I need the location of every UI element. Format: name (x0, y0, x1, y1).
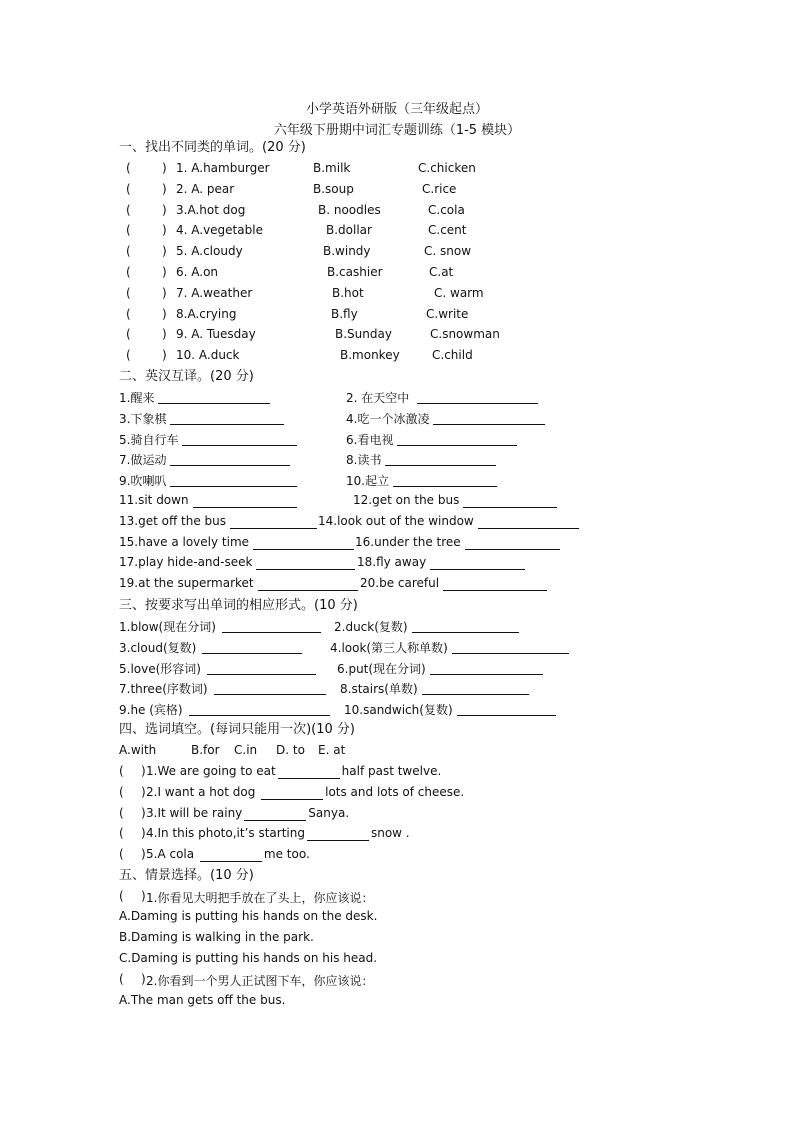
option-c: C. snow (424, 244, 472, 259)
page-title: 小学英语外研版（三年级起点） (305, 102, 488, 117)
translate-prompt-left: 17.play hide-and-seek (119, 555, 253, 570)
answer-paren-close: ) (141, 764, 146, 778)
option-c: C. warm (434, 285, 484, 300)
option-b: B.dollar (326, 223, 372, 238)
answer-blank-right[interactable] (478, 528, 579, 529)
answer-paren-open: ( (126, 181, 131, 196)
sentence-after-blank: half past twelve. (341, 764, 442, 778)
answer-paren-open: ( (126, 327, 131, 342)
answer-paren-open: ( (126, 348, 131, 363)
answer-paren-close: ) (141, 784, 146, 799)
answer-paren-open: ( (126, 161, 131, 175)
answer-blank-right[interactable] (397, 445, 517, 446)
answer-blank-left[interactable] (158, 403, 270, 404)
option-b: B.fly (331, 306, 358, 321)
fill-in-blank[interactable] (278, 778, 340, 779)
option-c: C.cent (428, 223, 467, 238)
sentence-before-blank: 3.It will be rainy (146, 805, 243, 820)
translate-prompt-left: 19.at the supermarket (119, 576, 254, 591)
answer-blank-right[interactable] (417, 403, 538, 404)
fill-in-blank[interactable] (307, 840, 369, 841)
word-form-prompt-right: 6.put(现在分词) (337, 661, 426, 676)
answer-blank-left[interactable] (193, 507, 297, 508)
answer-blank-left[interactable] (256, 569, 355, 570)
answer-blank-right[interactable] (433, 424, 545, 425)
answer-blank-right[interactable] (430, 674, 543, 675)
answer-paren-open: ( (126, 265, 131, 279)
answer-blank-right[interactable] (422, 694, 529, 695)
answer-blank-left[interactable] (182, 445, 297, 446)
option-a: 8.A.crying (176, 306, 237, 321)
answer-paren-close: ) (141, 805, 146, 820)
translate-prompt-right: 14.look out of the window (318, 513, 474, 528)
answer-paren-close: ) (162, 285, 167, 300)
option-a: 5. A.cloudy (176, 244, 243, 259)
translate-prompt-right: 4.吃一个冰激凌 (346, 411, 430, 426)
sentence-before-blank: 1.We are going to eat (146, 764, 276, 778)
answer-paren-open: ( (119, 784, 124, 799)
answer-blank-left[interactable] (170, 465, 290, 466)
section-1-heading: 一、找出不同类的单词。(20 分) (119, 140, 306, 155)
translate-prompt-left: 11.sit down (119, 493, 189, 507)
word-form-prompt-right: 2.duck(复数) (334, 620, 408, 634)
answer-paren-open: ( (119, 847, 124, 862)
word-form-prompt-right: 4.look(第三人称单数) (330, 640, 448, 655)
answer-paren-open: ( (119, 805, 124, 820)
answer-blank-right[interactable] (465, 549, 560, 550)
answer-paren-open: ( (119, 889, 124, 903)
option-a: 6. A.on (176, 265, 219, 279)
choice-option: C.Daming is putting his hands on his head. (119, 950, 378, 965)
translate-prompt-left: 15.have a lovely time (119, 534, 250, 549)
answer-blank-left[interactable] (170, 424, 284, 425)
sentence-after-blank: Sanya. (308, 805, 350, 820)
word-form-prompt-left: 3.cloud(复数) (119, 640, 197, 655)
translate-prompt-right: 6.看电视 (346, 432, 394, 447)
translate-prompt-left: 1.醒来 (119, 391, 155, 405)
option-b: B.soup (313, 181, 354, 196)
answer-paren-open: ( (126, 223, 131, 238)
choice-option: B.Daming is walking in the park. (119, 929, 314, 944)
sentence-before-blank: 5.A cola (146, 847, 195, 862)
translate-prompt-left: 3.下象棋 (119, 411, 167, 426)
answer-paren-close: ) (141, 826, 146, 841)
answer-paren-open: ( (126, 202, 131, 217)
word-option: B.for (191, 743, 220, 757)
option-b: B. noodles (318, 202, 381, 217)
option-c: C.snowman (430, 327, 500, 342)
answer-paren-open: ( (119, 972, 124, 986)
answer-paren-close: ) (162, 265, 167, 279)
option-b: B.windy (323, 244, 371, 259)
answer-paren-close: ) (162, 348, 167, 363)
sentence-after-blank: lots and lots of cheese. (325, 784, 465, 799)
option-b: B.cashier (327, 265, 383, 279)
sentence-after-blank: snow . (370, 826, 410, 841)
answer-paren-close: ) (162, 202, 167, 217)
option-c: C.chicken (418, 161, 476, 175)
answer-paren-close: ) (162, 244, 167, 259)
option-b: B.Sunday (335, 327, 392, 342)
answer-paren-close: ) (141, 889, 146, 903)
word-option: E. at (318, 743, 346, 757)
translate-prompt-right: 2. 在天空中 (346, 391, 410, 405)
answer-paren-close: ) (162, 327, 167, 342)
answer-blank-left[interactable] (207, 674, 316, 675)
choice-option: A.The man gets off the bus. (119, 993, 286, 1007)
question-text: 1.你看见大明把手放在了头上，你应该说： (146, 891, 374, 905)
option-a: 7. A.weather (176, 285, 253, 300)
word-option: C.in (234, 743, 258, 757)
translate-prompt-left: 13.get off the bus (119, 513, 227, 528)
section-4-heading: 四、选词填空。(每词只能用一次)(10 分) (119, 722, 355, 737)
sentence-before-blank: 2.I want a hot dog (146, 784, 256, 799)
answer-blank-left[interactable] (258, 590, 358, 591)
answer-blank-right[interactable] (430, 569, 525, 570)
translate-prompt-right: 12.get on the bus (353, 493, 460, 507)
option-b: B.monkey (340, 348, 400, 363)
option-c: C.cola (428, 202, 465, 217)
choice-option: A.Daming is putting his hands on the desk. (119, 909, 378, 923)
translate-prompt-right: 10.起立 (346, 474, 390, 489)
option-c: C.write (426, 306, 469, 321)
option-a: 4. A.vegetable (176, 223, 263, 238)
option-a: 10. A.duck (176, 348, 240, 363)
answer-paren-close: ) (162, 181, 167, 196)
answer-paren-close: ) (141, 847, 146, 862)
option-a: 9. A. Tuesday (176, 327, 256, 342)
translate-prompt-right: 8.读书 (346, 453, 382, 468)
translate-prompt-left: 5.骑自行车 (119, 432, 179, 447)
section-2-heading: 二、英汉互译。(20 分) (119, 369, 254, 384)
translate-prompt-left: 7.做运动 (119, 453, 167, 468)
question-text: 2.你看到一个男人正试图下车，你应该说： (146, 974, 374, 988)
option-a: 1. A.hamburger (176, 161, 270, 175)
word-form-prompt-right: 10.sandwich(复数) (344, 703, 453, 718)
answer-blank-left[interactable] (202, 653, 302, 654)
fill-in-blank[interactable] (244, 820, 306, 821)
answer-blank-right[interactable] (463, 507, 557, 508)
option-c: C.child (432, 348, 473, 363)
answer-blank-left[interactable] (230, 528, 317, 529)
translate-prompt-right: 20.be careful (360, 576, 440, 591)
answer-paren-close: ) (141, 972, 146, 986)
word-option: D. to (276, 743, 305, 757)
answer-blank-right[interactable] (385, 465, 496, 466)
section-3-heading: 三、按要求写出单词的相应形式。(10 分) (119, 598, 358, 613)
option-c: C.rice (422, 181, 457, 196)
translate-prompt-left: 9.吹喇叭 (119, 474, 167, 489)
answer-blank-right[interactable] (452, 653, 569, 654)
answer-paren-close: ) (162, 223, 167, 238)
option-b: B.milk (313, 161, 351, 175)
section-5-heading: 五、情景选择。(10 分) (119, 868, 254, 883)
translate-prompt-right: 16.under the tree (355, 534, 461, 549)
word-option: A.with (119, 743, 157, 757)
option-c: C.at (429, 265, 454, 279)
option-a: 2. A. pear (176, 181, 235, 196)
answer-paren-open: ( (126, 244, 131, 259)
sentence-after-blank: me too. (263, 847, 310, 862)
fill-in-blank[interactable] (261, 799, 323, 800)
answer-blank-left[interactable] (222, 632, 321, 633)
answer-blank-left[interactable] (170, 486, 297, 487)
word-form-prompt-left: 9.he (宾格) (119, 703, 183, 718)
option-b: B.hot (332, 285, 364, 300)
fill-in-blank[interactable] (200, 861, 262, 862)
answer-paren-open: ( (119, 764, 124, 778)
answer-blank-right[interactable] (412, 632, 519, 633)
answer-paren-close: ) (162, 161, 167, 175)
answer-paren-open: ( (126, 285, 131, 300)
answer-paren-open: ( (126, 306, 131, 321)
answer-blank-left[interactable] (189, 715, 330, 716)
word-form-prompt-left: 5.love(形容词) (119, 661, 201, 676)
answer-blank-right[interactable] (393, 486, 497, 487)
answer-blank-left[interactable] (253, 549, 354, 550)
sentence-before-blank: 4.In this photo,it’s starting (146, 826, 305, 841)
option-a: 3.A.hot dog (176, 202, 246, 217)
page-subtitle: 六年级下册期中词汇专题训练（1-5 模块） (273, 123, 521, 138)
answer-paren-open: ( (119, 826, 124, 841)
word-form-prompt-left: 1.blow(现在分词) (119, 620, 216, 634)
word-form-prompt-right: 8.stairs(单数) (340, 682, 418, 697)
answer-blank-left[interactable] (214, 694, 326, 695)
translate-prompt-right: 18.fly away (357, 555, 427, 570)
answer-paren-close: ) (162, 306, 167, 321)
word-form-prompt-left: 7.three(序数词) (119, 682, 208, 697)
answer-blank-right[interactable] (457, 715, 556, 716)
answer-blank-right[interactable] (443, 590, 547, 591)
